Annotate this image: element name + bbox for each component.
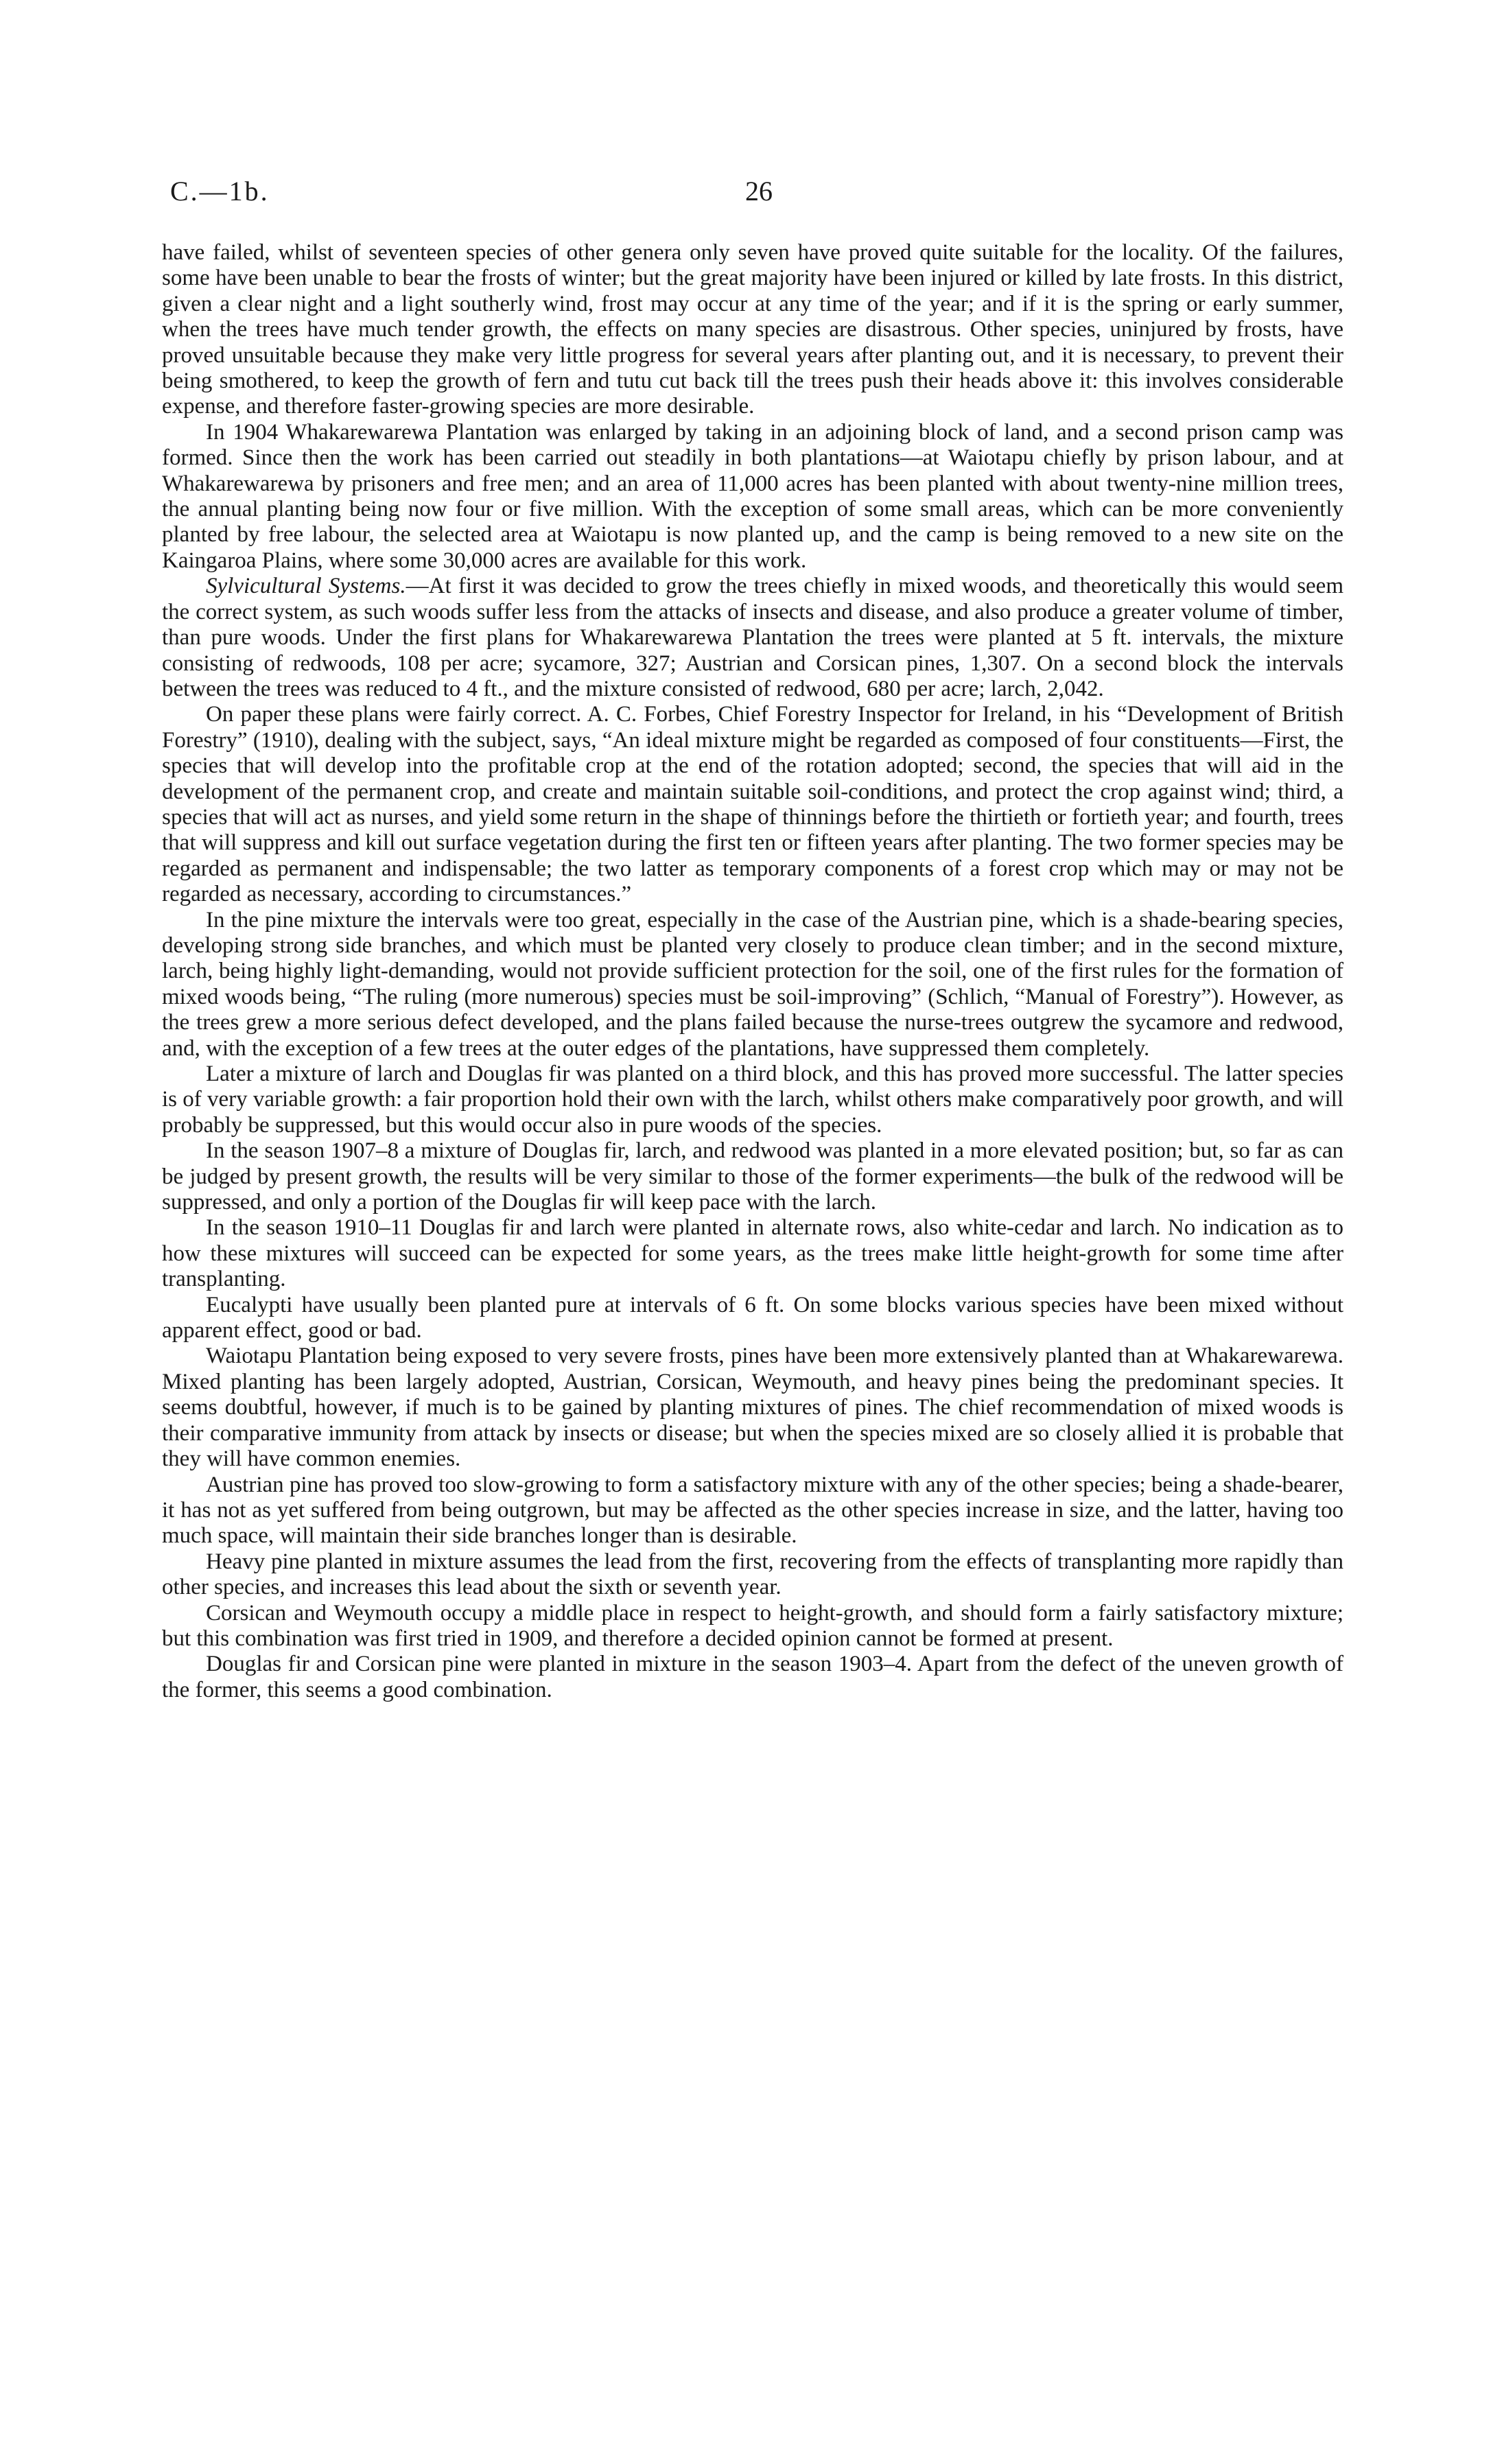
paragraph: In the season 1907–8 a mixture of Douglas fir, larch, and redwood was planted in a more elevated position; but, so far as can be judged by present growth, the results will be very similar to those of the former experiments—the bulk of the redwood will be suppressed, and only a portion of the Douglas fir will keep pace with the larch. xyxy=(162,1138,1343,1215)
paragraph: In the pine mixture the intervals were too great, especially in the case of the Austrian pine, which is a shade-bearing species, developing strong side branches, and which must be planted very closely to produce clean timber; and in the second mixture, larch, being highly light-demanding, would not provide sufficient protection for the soil, one of the first rules for the formation of mixed woods being, “The ruling (more numerous) species must be soil-improving” (Schlich, “Manual of Forestry”). However, as the trees grew a more serious defect developed, and the plans failed because the nurse-trees outgrew the sycamore and redwood, and, with the exception of a few trees at the outer edges of the plantations, have suppressed them completely. xyxy=(162,907,1343,1061)
paragraph: In the season 1910–11 Douglas fir and larch were planted in alternate rows, also white-cedar and larch. No indication as to how these mixtures will succeed can be expected for some years, as the trees make little height-growth for some time after transplanting. xyxy=(162,1215,1343,1292)
paragraph: Heavy pine planted in mixture assumes the lead from the first, recovering from the effects of transplanting more rapidly than other species, and increases this lead about the sixth or seventh year. xyxy=(162,1549,1343,1600)
paragraph: Waiotapu Plantation being exposed to very severe frosts, pines have been more extensively planted than at Whakarewarewa. Mixed planting has been largely adopted, Austrian, Corsican, Weymouth, and heavy pines being the predominant species. It seems doubtful, however, if much is to be gained by planting mixtures of pines. The chief recommendation of mixed woods is their comparative immunity from attack by insects or disease; but when the species mixed are so closely allied it is probable that they will have common enemies. xyxy=(162,1344,1343,1472)
paragraph: Corsican and Weymouth occupy a middle place in respect to height-growth, and should form a fairly satisfactory mixture; but this combination was first tried in 1909, and therefore a decided opinion cannot be formed at present. xyxy=(162,1600,1343,1651)
paragraph: On paper these plans were fairly correct. A. C. Forbes, Chief Forestry Inspector for Ireland, in his “Development of British Forestry” (1910), dealing with the subject, says, “An ideal mixture might be regarded as composed of four constituents—First, the species that will develop into the profitable crop at the end of the rotation adopted; second, the species that will aid in the development of the permanent crop, and create and maintain suitable soil-conditions, and protect the crop against wind; third, a species that will act as nurses, and yield some return in the shape of thinnings before the thirtieth or fortieth year; and fourth, trees that will suppress and kill out surface vegetation during the first ten or fifteen years after planting. The two former species may be regarded as permanent and indispensable; the two latter as temporary components of a forest crop which may or may not be regarded as necessary, according to circumstances.” xyxy=(162,702,1343,907)
paragraph: Eucalypti have usually been planted pure at intervals of 6 ft. On some blocks various species have been mixed without apparent effect, good or bad. xyxy=(162,1292,1343,1344)
paragraph: Austrian pine has proved too slow-growing to form a satisfactory mixture with any of the other species; being a shade-bearer, it has not as yet suffered from being outgrown, but may be affected as the other species increase in size, and the latter, having too much space, will maintain their side branches longer than is desirable. xyxy=(162,1472,1343,1549)
page-header xyxy=(170,175,1337,216)
body-text xyxy=(162,240,1343,1703)
paragraph: have failed, whilst of seventeen species of other genera only seven have proved quite suitable for the locality. Of the failures, some have been unable to bear the frosts of winter; but the great majority have been injured or killed by late frosts. In this district, given a clear night and a light southerly wind, frost may occur at any time of the year; and if it is the spring or early summer, when the trees have much tender growth, the effects on many species are disastrous. Other species, uninjured by frosts, have proved unsuitable because they make very little progress for several years after planting out, and it is necessary, to prevent their being smothered, to keep the growth of fern and tutu cut back till the trees push their heads above it: this involves considerable expense, and therefore faster-growing species are more desirable. xyxy=(162,240,1343,419)
page-number: 26 xyxy=(745,176,773,207)
section-heading: Sylvicultural Systems. xyxy=(206,574,406,599)
paragraph: Douglas fir and Corsican pine were planted in mixture in the season 1903–4. Apart from the defect of the uneven growth of the former, this seems a good combination. xyxy=(162,1652,1343,1702)
paragraph: Later a mixture of larch and Douglas fir was planted on a third block, and this has proved more successful. The latter species is of very variable growth: a fair proportion hold their own with the larch, whilst others make comparatively poor growth, and will probably be suppressed, but this would occur also in pure woods of the species. xyxy=(162,1061,1343,1138)
paragraph: Sylvicultural Systems.—At first it was decided to grow the trees chiefly in mixed woods, and theoretically this would seem the correct system, as such woods suffer less from the attacks of insects and disease, and also produce a greater volume of timber, than pure woods. Under the first plans for Whakarewarewa Plantation the trees were planted at 5 ft. intervals, the mixture consisting of redwoods, 108 per acre; sycamore, 327; Austrian and Corsican pines, 1,307. On a second block the intervals between the trees was reduced to 4 ft., and the mixture consisted of redwood, 680 per acre; larch, 2,042. xyxy=(162,574,1343,701)
document-code: C.—1b. xyxy=(170,176,270,207)
paragraph: In 1904 Whakarewarewa Plantation was enlarged by taking in an adjoining block of land, and a second prison camp was formed. Since then the work has been carried out steadily in both plantations—at Waiotapu chiefly by prison labour, and at Whakarewarewa by prisoners and free men; and an area of 11,000 acres has been planted with about twenty-nine million trees, the annual planting being now four or five million. With the exception of some small areas, which can be more conveniently planted by free labour, the selected area at Waiotapu is now planted up, and the camp is being removed to a new site on the Kaingaroa Plains, where some 30,000 acres are available for this work. xyxy=(162,419,1343,573)
